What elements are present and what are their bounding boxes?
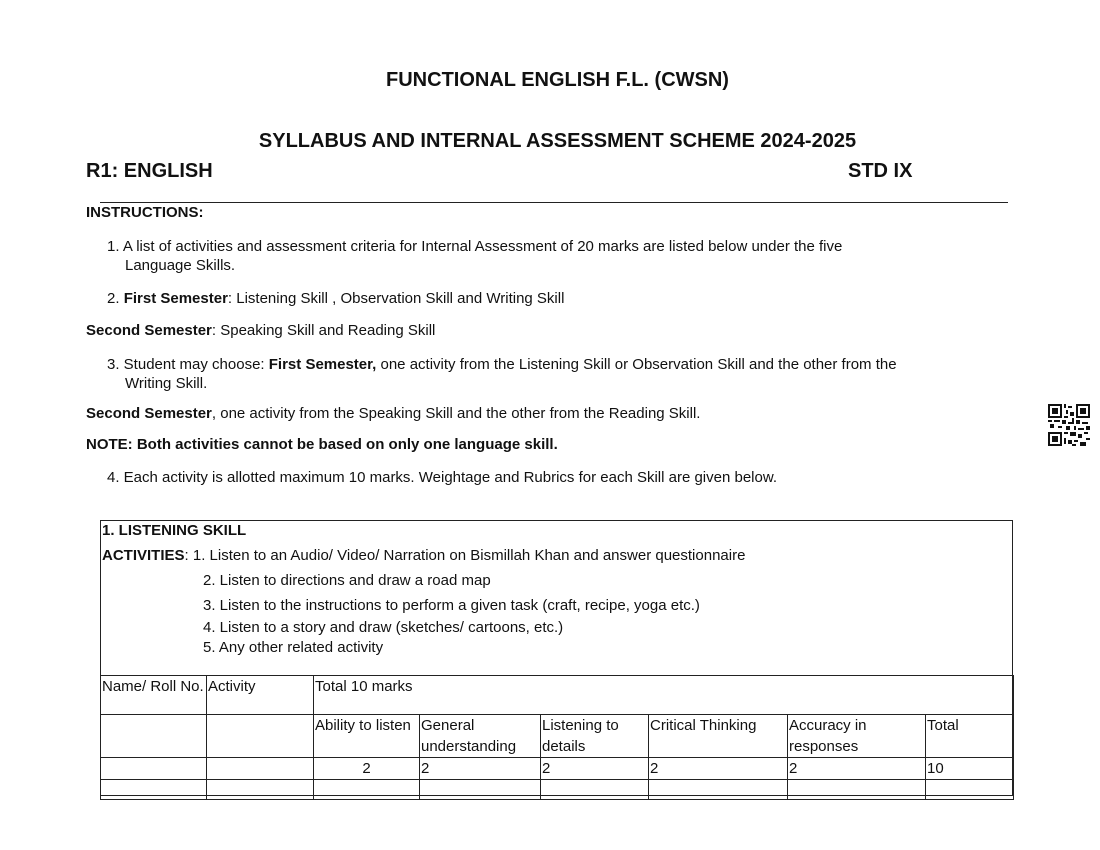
table-cell — [101, 758, 207, 780]
second-semester-bold: Second Semester — [86, 322, 212, 339]
marks-general-understanding: 2 — [420, 758, 541, 780]
instruction-3-number: 3. Student may choose: — [107, 356, 269, 373]
instruction-2-bold: First Semester — [123, 290, 228, 307]
criteria-general-understanding: General understanding — [420, 715, 541, 758]
standard-label: STD IX — [848, 160, 913, 182]
assessment-table — [100, 675, 1014, 800]
criteria-listening-to-details: Listening to details — [541, 715, 649, 758]
table-cell — [101, 715, 207, 758]
instruction-3-cont: Writing Skill. — [125, 375, 208, 392]
criteria-critical-thinking: Critical Thinking — [649, 715, 788, 758]
second-semester-2-bold: Second Semester — [86, 405, 212, 422]
table-row-empty — [101, 780, 1014, 800]
instruction-2-number: 2. — [107, 290, 124, 307]
activity-5: 5. Any other related activity — [203, 639, 384, 656]
table-cell — [420, 780, 541, 800]
instruction-1: 1. A list of activities and assessment criteria for Internal Assessment of 20 marks are listed below under the five — [107, 238, 843, 255]
activity-1 — [102, 547, 745, 564]
criteria-total: Total — [926, 715, 1014, 758]
activity-1-text: : 1. Listen to an Audio/ Video/ Narration on Bismillah Khan and answer questionnaire — [184, 547, 746, 564]
second-semester-2-text: , one activity from the Speaking Skill and the other from the Reading Skill. — [211, 405, 701, 422]
criteria-row — [101, 715, 1014, 758]
table-cell — [788, 780, 926, 800]
marks-total: 10 — [926, 758, 1014, 780]
marks-critical-thinking: 2 — [649, 758, 788, 780]
instruction-2 — [107, 290, 564, 307]
criteria-ability-to-listen: Ability to listen — [314, 715, 420, 758]
listening-skill-heading: 1. LISTENING SKILL — [102, 522, 247, 539]
activity-4: 4. Listen to a story and draw (sketches/ cartoons, etc.) — [203, 619, 564, 636]
second-semester-line — [86, 322, 435, 339]
instruction-3-text: one activity from the Listening Skill or Observation Skill and the other from the — [376, 356, 897, 373]
marks-ability-to-listen: 2 — [314, 758, 420, 780]
qr-code-icon — [1048, 404, 1090, 446]
criteria-accuracy: Accuracy in responses — [788, 715, 926, 758]
instruction-4: 4. Each activity is allotted maximum 10 marks. Weightage and Rubrics for each Skill are given below. — [107, 469, 778, 486]
table-cell — [541, 780, 649, 800]
instruction-2-text: : Listening Skill , Observation Skill and Writing Skill — [227, 290, 565, 307]
activity-3: 3. Listen to the instructions to perform a given task (craft, recipe, yoga etc.) — [203, 597, 700, 614]
table-cell — [649, 780, 788, 800]
table-cell — [101, 780, 207, 800]
table-cell — [207, 780, 314, 800]
marks-row — [101, 758, 1014, 780]
note-text: NOTE: Both activities cannot be based on only one language skill. — [86, 436, 558, 453]
instruction-1-cont: Language Skills. — [125, 257, 236, 274]
header-divider — [100, 202, 1008, 203]
table-header-row — [101, 676, 1014, 715]
second-semester-line-2 — [86, 405, 700, 422]
header-activity: Activity — [207, 676, 314, 715]
marks-listening-to-details: 2 — [541, 758, 649, 780]
instructions-heading: INSTRUCTIONS: — [86, 204, 204, 221]
activities-label: ACTIVITIES — [102, 547, 185, 564]
header-name-roll: Name/ Roll No. — [101, 676, 207, 715]
second-semester-text: : Speaking Skill and Reading Skill — [211, 322, 436, 339]
activity-2: 2. Listen to directions and draw a road map — [203, 572, 491, 589]
subject-label: R1: ENGLISH — [86, 160, 213, 182]
table-cell — [926, 780, 1014, 800]
table-cell — [207, 758, 314, 780]
document-subtitle: SYLLABUS AND INTERNAL ASSESSMENT SCHEME 2024-2025 — [258, 130, 857, 152]
instruction-3 — [107, 356, 897, 373]
table-cell — [314, 780, 420, 800]
instruction-3-bold: First Semester, — [268, 356, 377, 373]
marks-accuracy: 2 — [788, 758, 926, 780]
document-title: FUNCTIONAL ENGLISH F.L. (CWSN) — [386, 69, 729, 91]
header-total-marks: Total 10 marks — [314, 676, 1014, 715]
table-cell — [207, 715, 314, 758]
